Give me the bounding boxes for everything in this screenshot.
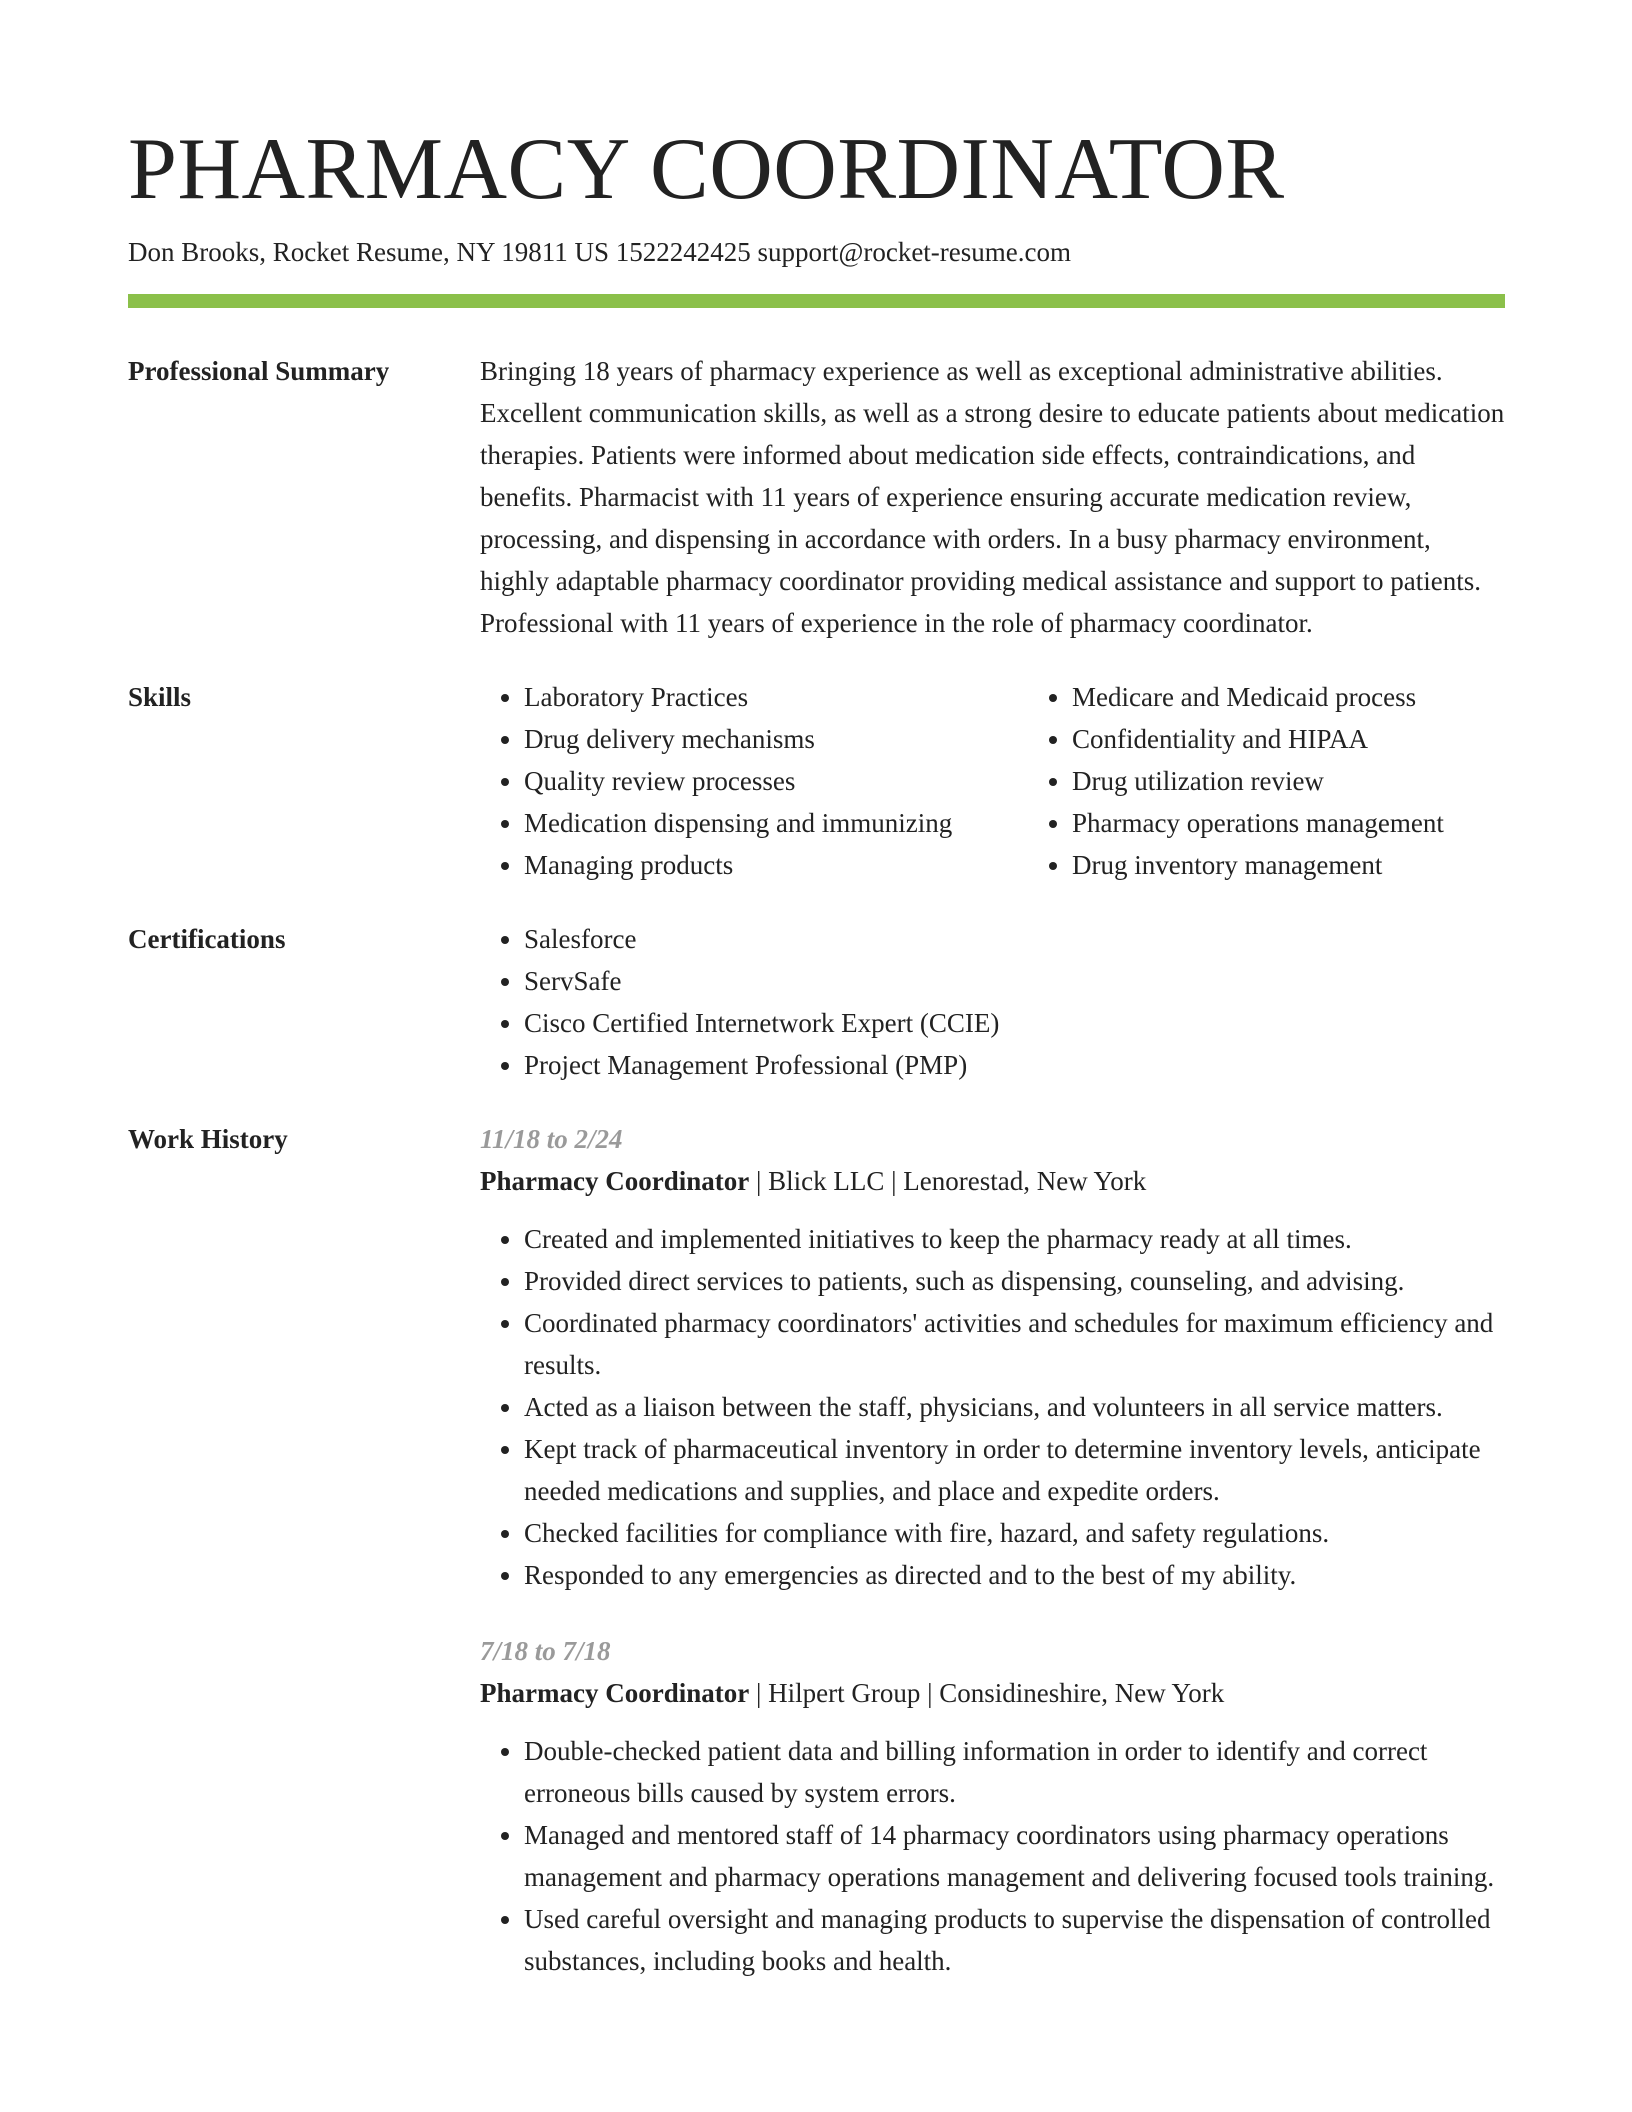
job-entry — [480, 1630, 1505, 1982]
job-dates: 11/18 to 2/24 — [480, 1124, 623, 1154]
work-history-section — [128, 1118, 1505, 2016]
job-bullets — [480, 1730, 1505, 1982]
job-role: Pharmacy Coordinator — [480, 1166, 750, 1196]
summary-heading: Professional Summary — [128, 356, 390, 386]
page-title: PHARMACY COORDINATOR — [128, 121, 1285, 218]
summary-text: Bringing 18 years of pharmacy experience as well as exceptional administrative abilities. Excellent communication skills, as well as a strong desire to educate patients about medication therapies. Patients were informed about medication side effects, contraindications, and benefits. Pharmacist with 11 years of experience ensuring accurate medication review, processing, and dispensing in accordance with orders. In a busy pharmacy environment, highly adaptable pharmacy coordinator providing medical assistance and support to patients. Professional with 11 years of experience in the role of pharmacy coordinator. — [480, 356, 1505, 638]
work-history-heading: Work History — [128, 1124, 288, 1154]
job-bullet: • Acted as a liaison between the staff, physicians, and volunteers in all service matters. — [524, 1386, 1505, 1428]
resume-header — [128, 118, 1505, 308]
certifications-heading: Certifications — [128, 924, 286, 954]
job-bullets — [480, 1218, 1505, 1596]
job-bullet: • Used careful oversight and managing products to supervise the dispensation of controlled substances, including books and health. — [524, 1898, 1505, 1982]
job-bullet: • Created and implemented initiatives to keep the pharmacy ready at all times. — [524, 1218, 1505, 1260]
resume-sections — [128, 350, 1505, 2048]
job-bullet: • Kept track of pharmaceutical inventory in order to determine inventory levels, anticipate needed medications and supplies, and place and expedite orders. — [524, 1428, 1505, 1512]
summary-section — [128, 350, 1505, 644]
job-details: | Blick LLC | Lenorestad, New York — [749, 1166, 1147, 1196]
job-title-line — [480, 1160, 1505, 1202]
certification-item: • ServSafe — [524, 960, 1505, 1002]
certification-item: • Project Management Professional (PMP) — [524, 1044, 1505, 1086]
skill-item: • Pharmacy operations management — [1072, 802, 1576, 844]
certification-item: • Cisco Certified Internetwork Expert (CCIE) — [524, 1002, 1505, 1044]
job-bullet: • Coordinated pharmacy coordinators' activities and schedules for maximum efficiency and results. — [524, 1302, 1505, 1386]
skill-item: • Drug inventory management — [1072, 844, 1576, 886]
skills-heading: Skills — [128, 682, 192, 712]
job-dates: 7/18 to 7/18 — [480, 1636, 611, 1666]
job-bullet: • Managed and mentored staff of 14 pharmacy coordinators using pharmacy operations management and pharmacy operations management and delivering focused tools training. — [524, 1814, 1505, 1898]
skills-list-left — [480, 676, 1028, 886]
certification-item: • Salesforce — [524, 918, 1505, 960]
job-title-line — [480, 1672, 1505, 1714]
certifications-section — [128, 918, 1505, 1086]
skill-item: • Confidentiality and HIPAA — [1072, 718, 1576, 760]
skills-list-right — [1028, 676, 1576, 886]
skill-item: • Quality review processes — [524, 760, 1028, 802]
job-role: Pharmacy Coordinator — [480, 1678, 750, 1708]
job-details: | Hilpert Group | Considineshire, New York — [749, 1678, 1225, 1708]
skill-item: • Drug utilization review — [1072, 760, 1576, 802]
header-divider — [128, 294, 1505, 308]
job-bullet: • Provided direct services to patients, such as dispensing, counseling, and advising. — [524, 1260, 1505, 1302]
contact-line: Don Brooks, Rocket Resume, NY 19811 US 1522242425 support@rocket-resume.com — [128, 237, 1071, 267]
skills-section — [128, 676, 1505, 886]
job-bullet: • Double-checked patient data and billing information in order to identify and correct erroneous bills caused by system errors. — [524, 1730, 1505, 1814]
skill-item: • Laboratory Practices — [524, 676, 1028, 718]
skill-item: • Medication dispensing and immunizing — [524, 802, 1028, 844]
job-entry — [480, 1118, 1505, 1596]
job-bullet: • Responded to any emergencies as directed and to the best of my ability. — [524, 1554, 1505, 1596]
skill-item: • Drug delivery mechanisms — [524, 718, 1028, 760]
certifications-list — [480, 918, 1505, 1086]
skill-item: • Medicare and Medicaid process — [1072, 676, 1576, 718]
job-bullet: • Checked facilities for compliance with fire, hazard, and safety regulations. — [524, 1512, 1505, 1554]
skill-item: • Managing products — [524, 844, 1028, 886]
